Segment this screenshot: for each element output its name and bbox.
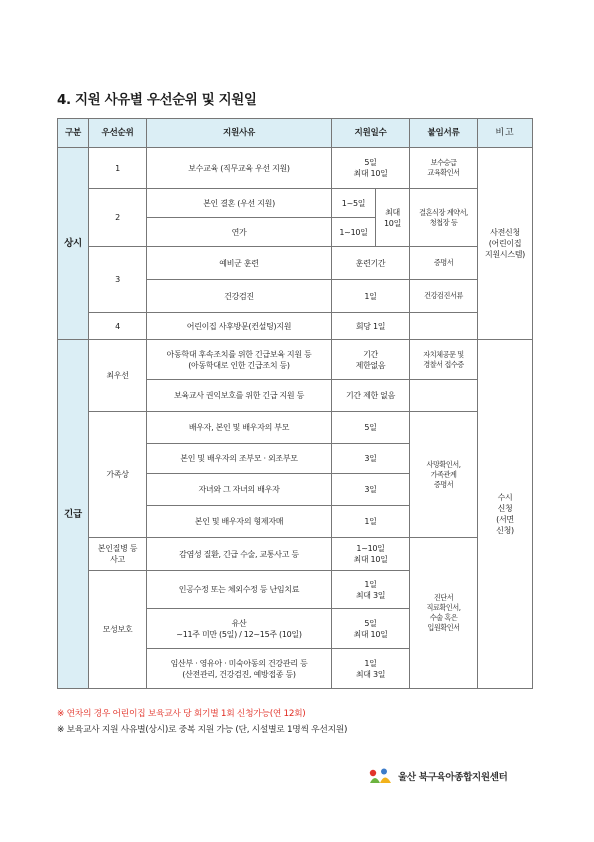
doc-line: 교육확인서 <box>427 168 460 177</box>
days-cell: 1일 <box>332 280 410 313</box>
category-regular: 상시 <box>58 148 89 340</box>
days-cell: 3일 <box>332 444 410 474</box>
reason-cell <box>147 649 332 689</box>
child-figures-logo-icon <box>368 767 394 785</box>
doc-line: 수술 혹은 <box>429 613 458 622</box>
days-cell: 1일 <box>332 506 410 538</box>
priority-cell: 3 <box>89 247 147 313</box>
doc-line: 경찰서 접수증 <box>423 359 464 369</box>
max-line: 최대 <box>385 207 400 217</box>
label-line: 사고 <box>110 555 125 564</box>
days-cell: 기간 제한 없음 <box>332 380 410 412</box>
reason-cell: 건강검진 <box>147 280 332 313</box>
reason-cell: 어린이집 사후방문(컨설팅)지원 <box>147 313 332 340</box>
max-line: 10일 <box>384 218 402 228</box>
days-line: 1~10일 <box>356 544 385 553</box>
doc-line: 자치체공문 및 <box>423 349 464 359</box>
days-cell <box>332 148 410 189</box>
remark-line: 사전신청 <box>490 228 520 237</box>
reason-cell: 인공수정 또는 체외수정 등 난임치료 <box>147 571 332 609</box>
priority-cell: 2 <box>89 189 147 247</box>
priority-cell: 4 <box>89 313 147 340</box>
footer-org-name: 울산 북구육아종합지원센터 <box>398 772 508 783</box>
days-cell: 회당 1일 <box>332 313 410 340</box>
days-cell: 3일 <box>332 474 410 506</box>
doc-line: 사망확인서, <box>426 459 461 469</box>
reason-line: 유산 <box>231 618 247 628</box>
doc-line: 보수승급 <box>430 158 457 167</box>
reason-cell <box>147 609 332 649</box>
table-row <box>58 313 533 340</box>
document-cell: 건강검진서류 <box>410 280 478 313</box>
reason-cell <box>147 340 332 380</box>
reason-line: (아동학대로 인한 긴급조치 등) <box>188 360 290 370</box>
reason-cell: 본인 및 배우자의 조부모 · 외조부모 <box>147 444 332 474</box>
days-line: 5일 <box>364 618 377 628</box>
remarks-regular <box>478 148 533 340</box>
reason-cell: 본인 및 배우자의 형제자매 <box>147 506 332 538</box>
days-cell <box>332 340 410 380</box>
category-urgent: 긴급 <box>58 340 89 689</box>
days-cell <box>332 609 410 649</box>
days-line: 최대 3일 <box>355 590 386 600</box>
table-row <box>58 340 533 380</box>
days-cell: 1~10일 <box>332 218 376 247</box>
subcategory-family: 가족상 <box>89 412 147 538</box>
doc-line: 청첩장 등 <box>429 217 458 227</box>
document-cell <box>410 313 478 340</box>
reason-cell: 보수교육 (직무교육 우선 지원) <box>147 148 332 189</box>
doc-line: 가족관계 <box>430 469 457 479</box>
days-line: 최대 3일 <box>355 669 386 679</box>
document-cell <box>410 538 478 689</box>
days-cell: 1~5일 <box>332 189 376 218</box>
days-cell <box>332 571 410 609</box>
table-row <box>58 247 533 280</box>
reason-cell: 자녀와 그 자녀의 배우자 <box>147 474 332 506</box>
days-line: 최대 10일 <box>353 555 388 564</box>
max-days-cell <box>376 189 410 247</box>
reason-line: ~11주 미만 (5일) / 12~15주 (10일) <box>176 629 302 639</box>
note-annual-leave: ※ 연차의 경우 어린이집 보육교사 당 회기별 1회 신청가능(연 12회) <box>57 709 306 719</box>
subcategory-illness <box>89 538 147 571</box>
reason-line: 아동학대 후속조치를 위한 긴급보육 지원 등 <box>166 349 312 359</box>
remark-line: 신청 <box>497 504 513 513</box>
table-header-row <box>58 119 533 148</box>
document-cell <box>410 340 478 380</box>
table-row <box>58 189 533 218</box>
document-cell <box>410 148 478 189</box>
reason-cell: 예비군 훈련 <box>147 247 332 280</box>
document-cell <box>410 380 478 412</box>
days-line: 1일 <box>364 658 377 668</box>
page-title: 4. 지원 사유별 우선순위 및 지원일 <box>57 92 257 108</box>
header-category: 구분 <box>58 119 89 148</box>
document-cell <box>410 412 478 538</box>
days-line: 최대 10일 <box>353 169 388 178</box>
days-line: 1일 <box>364 579 377 589</box>
header-priority: 우선순위 <box>89 119 147 148</box>
header-reason: 지원사유 <box>147 119 332 148</box>
days-cell <box>332 538 410 571</box>
remark-line: 수시 <box>497 493 513 502</box>
remark-line: (어린이집 <box>488 239 522 248</box>
reason-cell: 연가 <box>147 218 332 247</box>
days-line: 5일 <box>364 158 377 167</box>
remark-line: 신청) <box>496 526 514 535</box>
reason-cell: 배우자, 본인 및 배우자의 부모 <box>147 412 332 444</box>
reason-line: 임산부 · 영유아 · 미숙아동의 건강관리 등 <box>170 658 308 668</box>
reason-cell: 보육교사 권익보호를 위한 긴급 지원 등 <box>147 380 332 412</box>
doc-line: 결혼식장 계약서, <box>419 207 468 217</box>
days-cell: 5일 <box>332 412 410 444</box>
table-row <box>58 412 533 444</box>
priority-cell: 1 <box>89 148 147 189</box>
reason-cell: 감염성 질환, 긴급 수술, 교통사고 등 <box>147 538 332 571</box>
label-line: 본인질병 등 <box>97 544 138 553</box>
doc-line: 직료확인서, <box>426 603 461 612</box>
note-duplicate-support: ※ 보육교사 지원 사유별(상시)로 중복 지원 가능 (단, 시설별로 1명씩 우선지원) <box>57 725 348 735</box>
reason-cell: 본인 결혼 (우선 지원) <box>147 189 332 218</box>
footer-logo <box>368 767 508 785</box>
days-cell: 훈련기간 <box>332 247 410 280</box>
support-priority-table <box>57 118 533 689</box>
days-cell <box>332 649 410 689</box>
doc-line: 진단서 <box>433 593 454 602</box>
remark-line: 지원시스템) <box>485 250 525 259</box>
table-row <box>58 148 533 189</box>
subcategory-top-priority: 최우선 <box>89 340 147 412</box>
doc-line: 입원확인서 <box>427 623 460 632</box>
table-row <box>58 538 533 571</box>
reason-line: (산전관리, 건강검진, 예방접종 등) <box>182 669 296 679</box>
remark-line: (서면 <box>496 515 514 524</box>
days-line: 기간 <box>363 349 378 359</box>
document-cell <box>410 189 478 247</box>
days-line: 최대 10일 <box>353 629 388 639</box>
doc-line: 증명서 <box>433 479 454 489</box>
document-cell: 증명서 <box>410 247 478 280</box>
days-line: 제한없음 <box>355 360 386 370</box>
remarks-urgent <box>478 340 533 689</box>
header-remarks: 비고 <box>478 119 533 148</box>
subcategory-maternity: 모성보호 <box>89 571 147 689</box>
header-days: 지원일수 <box>332 119 410 148</box>
header-documents: 붙임서류 <box>410 119 478 148</box>
